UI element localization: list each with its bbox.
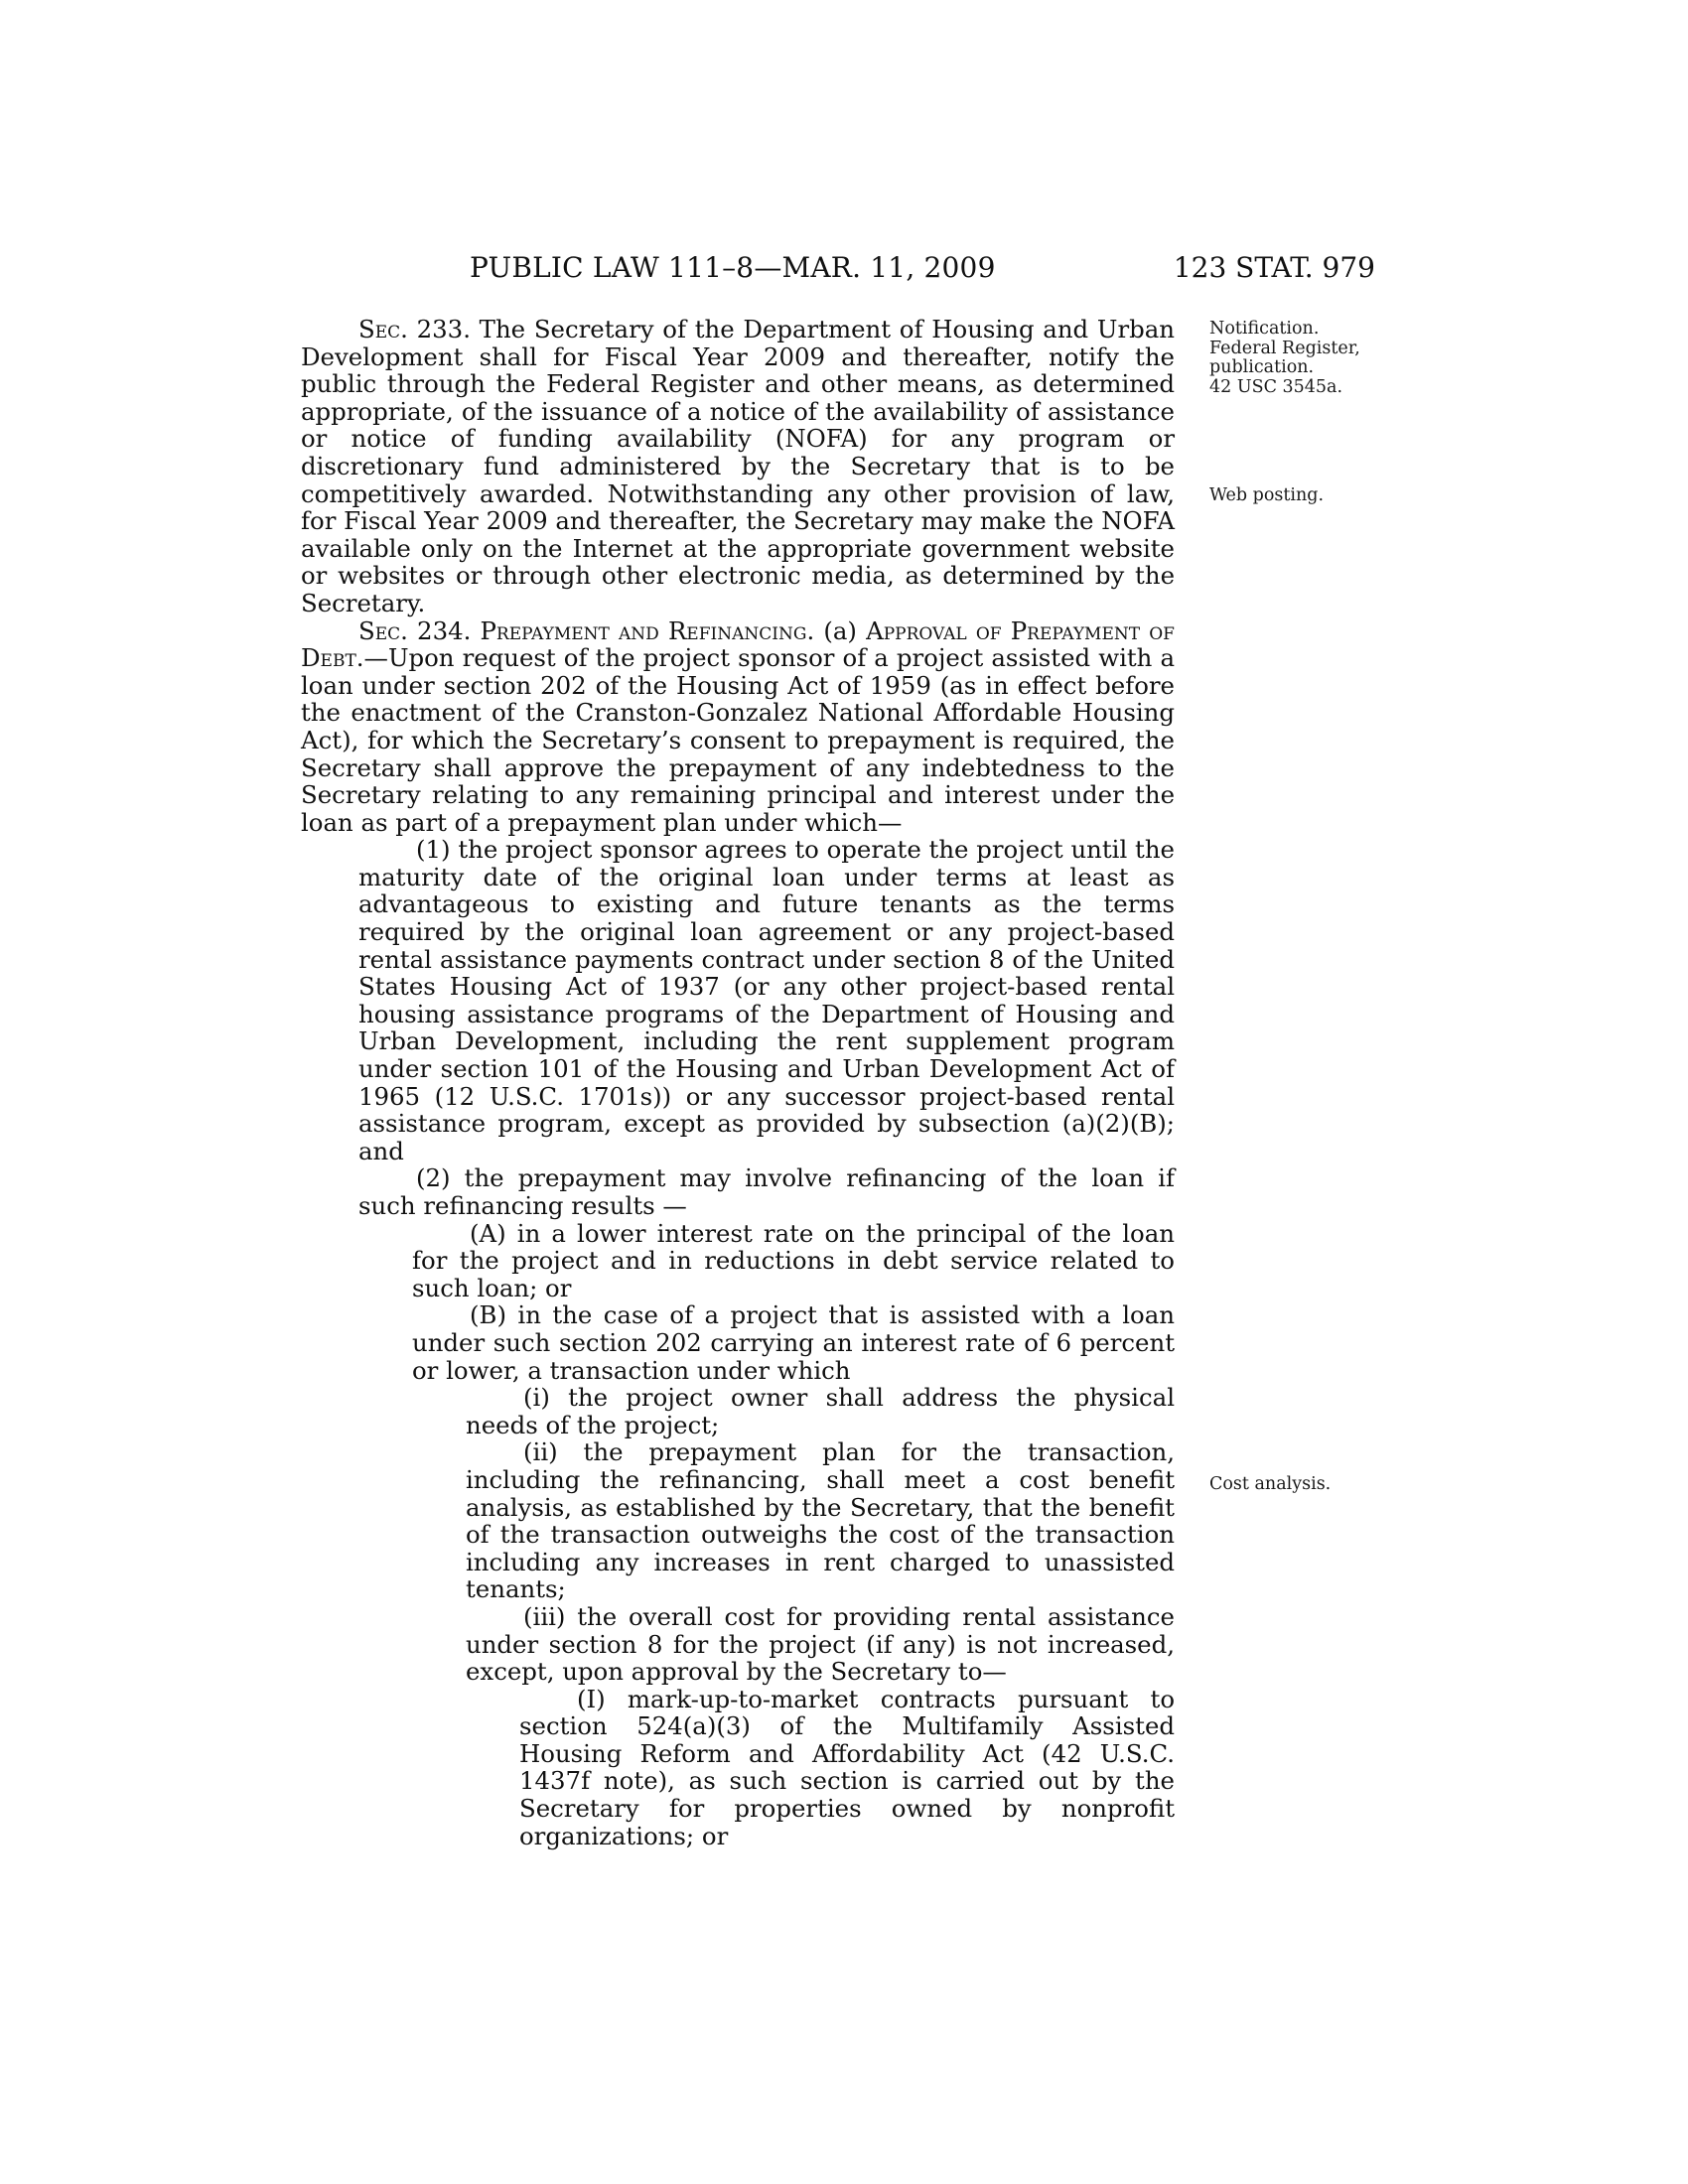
margin-note-line: Web posting.: [1209, 485, 1325, 505]
margin-note-line: 42 USC 3545a.: [1209, 376, 1343, 397]
section-text: .—Upon request of the project sponsor of a project assisted with a loan under section 202 of the Housing Act of 1959 (as in effect before the enactment of the Cranston-Gonzalez National Affordable Housing Act), for which the Secretary’s consent to prepayment is required, the Secretary shall approve the prepayment of any indebtedness to the Secretary relating to any remaining principal and interest under the loan as part of a prepayment plan under which—: [301, 643, 1175, 837]
margin-note-line: publication.: [1209, 357, 1315, 377]
margin-note-web-posting: [1209, 486, 1388, 506]
section-label: Sec: [358, 315, 401, 343]
section-233: [301, 316, 1175, 617]
section-number: . 234.: [400, 615, 472, 645]
paragraph-2: (2) the prepayment may involve refinancing of the loan if such refinancing results —: [358, 1163, 1175, 1220]
subsection-heading: Approval of Prepayment of Debt: [301, 615, 1175, 673]
subsection-marker: (a): [823, 615, 857, 645]
margin-note-cost-analysis: [1209, 1475, 1388, 1495]
running-title: PUBLIC LAW 111–8—MAR. 11, 2009: [470, 251, 996, 284]
subparagraph-b: (B) in the case of a project that is assisted with a loan under such section 202 carrying an interest rate of 6 percent or lower, a transaction under which: [412, 1300, 1175, 1385]
subparagraph-a: (A) in a lower interest rate on the principal of the loan for the project and in reductions in debt service related to such loan; or: [412, 1218, 1175, 1302]
clause-iii: (iii) the overall cost for providing rental assistance under section 8 for the project (if any) is not increased, except, upon approval by the Secretary to—: [466, 1601, 1175, 1687]
section-text: . 233. The Secretary of the Department of Housing and Urban Development shall for Fiscal Year 2009 and thereafter, notify the public through the Federal Register and other means, as determined appropriate, of the issuance of a notice of the availability of assistance or notice of funding availability (NOFA) for any program or discretionary fund administered by the Secretary that is to be competitively awarded. Notwithstanding any other provision of law, for Fiscal Year 2009 and thereafter, the Secretary may make the NOFA available only on the Internet at the appropriate government website or websites or through other electronic media, as determined by the Secretary.: [301, 315, 1175, 617]
clause-ii: (ii) the prepayment plan for the transaction, including the refinancing, shall meet a cost benefit analysis, as established by the Secretary, that the benefit of the transaction outweighs the cost of the transaction including any increases in rent charged to unassisted tenants;: [466, 1437, 1175, 1604]
page-header: [303, 251, 1375, 291]
section-label: Sec: [358, 615, 401, 645]
margin-note-notification: [1209, 320, 1388, 397]
margin-note-line: Notification.: [1209, 319, 1320, 339]
margin-note-line: Federal Register,: [1209, 338, 1360, 358]
statute-page-number: 123 STAT. 979: [1173, 251, 1375, 284]
margin-note-line: Cost analysis.: [1209, 1474, 1332, 1494]
subclause-I: (I) mark-up-to-market contracts pursuant to section 524(a)(3) of the Multifamily Assisted Housing Reform and Affordability Act (42 U.S.C. 1437f note), as such section is carried out by the Secretary for properties owned by nonprofit organizations; or: [519, 1684, 1175, 1850]
section-heading: Prepayment and Refinancing: [480, 615, 807, 645]
paragraph-1: (1) the project sponsor agrees to operate the project until the maturity date of the original loan under terms at least as advantageous to existing and future tenants as the terms required by the original loan agreement or any project-based rental assistance payments contract under section 8 of the United States Housing Act of 1937 (or any other project-based rental housing assistance programs of the Department of Housing and Urban Development, including the rent supplement program under section 101 of the Housing and Urban Development Act of 1965 (12 U.S.C. 1701s)) or any successor project-based rental assistance program, except as provided by subsection (a)(2)(B); and: [358, 835, 1175, 1165]
body-text: [301, 316, 1175, 1849]
section-234: Sec. 234. Prepayment and Refinancing. (a) Approval of Prepayment of Debt.—Upon request of the project sponsor of a project assisted with a loan under section 202 of the Housing Act of 1959 (as in effect before the enactment of the Cranston-Gonzalez National Affordable Housing Act), for which the Secretary’s consent to prepayment is required, the Secretary shall approve the prepayment of any indebtedness to the Secretary relating to any remaining principal and interest under the loan as part of a prepayment plan under which—: [301, 615, 1175, 837]
clause-i: (i) the project owner shall address the physical needs of the project;: [466, 1383, 1175, 1439]
